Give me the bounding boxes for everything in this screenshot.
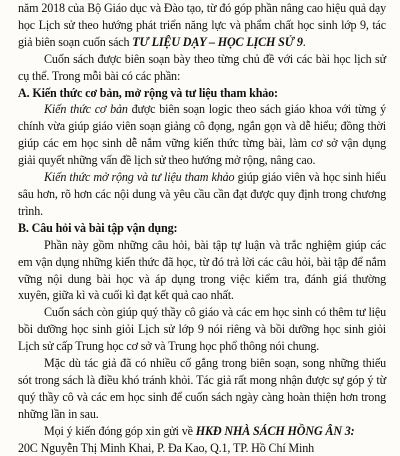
book-title: TƯ LIỆU DẠY – HỌC LỊCH SỬ 9 [132, 34, 303, 49]
publisher-address: 20C Nguyễn Thị Minh Khai, P. Đa Kao, Q.1, TP. Hồ Chí Minh [18, 440, 315, 455]
section-b-heading: B. Câu hỏi và bài tập vận dụng: [18, 220, 178, 235]
section-a-heading: A. Kiến thức cơ bản, mở rộng và tư liệu tham khảo: [18, 85, 278, 100]
extended-knowledge-text: giúp giáo viên và học sinh hiểu sâu hơn, rõ hơn các nội dung và yêu cầu cần đạt được quy định trong chương trình. [18, 170, 386, 218]
intro-text: năm 2018 của Bộ Giáo dục và Đào tạo, từ đó góp phần nâng cao hiệu quả dạy học Lịch sử theo hướng phát triển năng lực và phẩm chất học sinh lớp 9, tác giả biên soạn cuốn sách [18, 1, 386, 49]
basic-knowledge-text: được biên soạn logic theo sách giáo khoa với từng ý chính vừa giúp giáo viên soạn giảng cô đọng, ngắn gọn và dễ hiểu; đồng thời giúp các em học sinh dễ nắm vững kiến thức từng bài, làm cơ sở vận dụng giải quyết những vấn đề lịch sử theo hướng mở rộng, nâng cao. [18, 102, 386, 168]
publisher-name: HKĐ NHÀ SÁCH HỒNG ÂN 3: [195, 423, 355, 438]
section-b-paragraph: Phần này gồm những câu hỏi, bài tập tự luận và trắc nghiệm giúp các em vận dụng những kiến thức đã học, từ đó trả lời các câu hỏi, bài tập để nắm vững nội dung bài học và áp dụng trong việc kiểm tra, đánh giá thường xuyên, giữa kì và cuối kì đạt kết quả cao nhất. [18, 237, 386, 303]
feedback-paragraph [18, 423, 386, 440]
structure-paragraph: Cuốn sách được biên soạn bày theo từng chủ đề với các bài học lịch sử cụ thể. Trong mỗi bài có các phần: [18, 51, 386, 83]
basic-knowledge-term: Kiến thức cơ bản [44, 102, 128, 117]
feedback-text: Mọi ý kiến đóng góp xin gửi về [44, 423, 196, 438]
closing-paragraph-1: Cuốn sách còn giúp quý thầy cô giáo và các em học sinh có thêm tư liệu bồi dưỡng học sinh giỏi Lịch sử lớp 9 nói riêng và bồi dưỡng học sinh giỏi Lịch sử cấp Trung học cơ sở và Trung học phổ thông nói chung. [18, 305, 386, 354]
intro-end: . [302, 34, 306, 49]
intro-paragraph [18, 0, 386, 51]
section-a-paragraph-2 [18, 169, 386, 220]
closing-paragraph-2: Mặc dù tác giả đã có nhiều cố gắng trong biên soạn, song những thiếu sót trong sách là điều khó tránh khỏi. Tác giả rất mong nhận được sự góp ý từ quý thầy cô và các em học sinh để cuốn sách ngày càng hoàn thiện hơn trong những lần in sau. [18, 356, 386, 421]
extended-knowledge-term: Kiến thức mở rộng và tư liệu tham khảo [44, 170, 235, 185]
section-a-paragraph-1 [18, 101, 386, 169]
